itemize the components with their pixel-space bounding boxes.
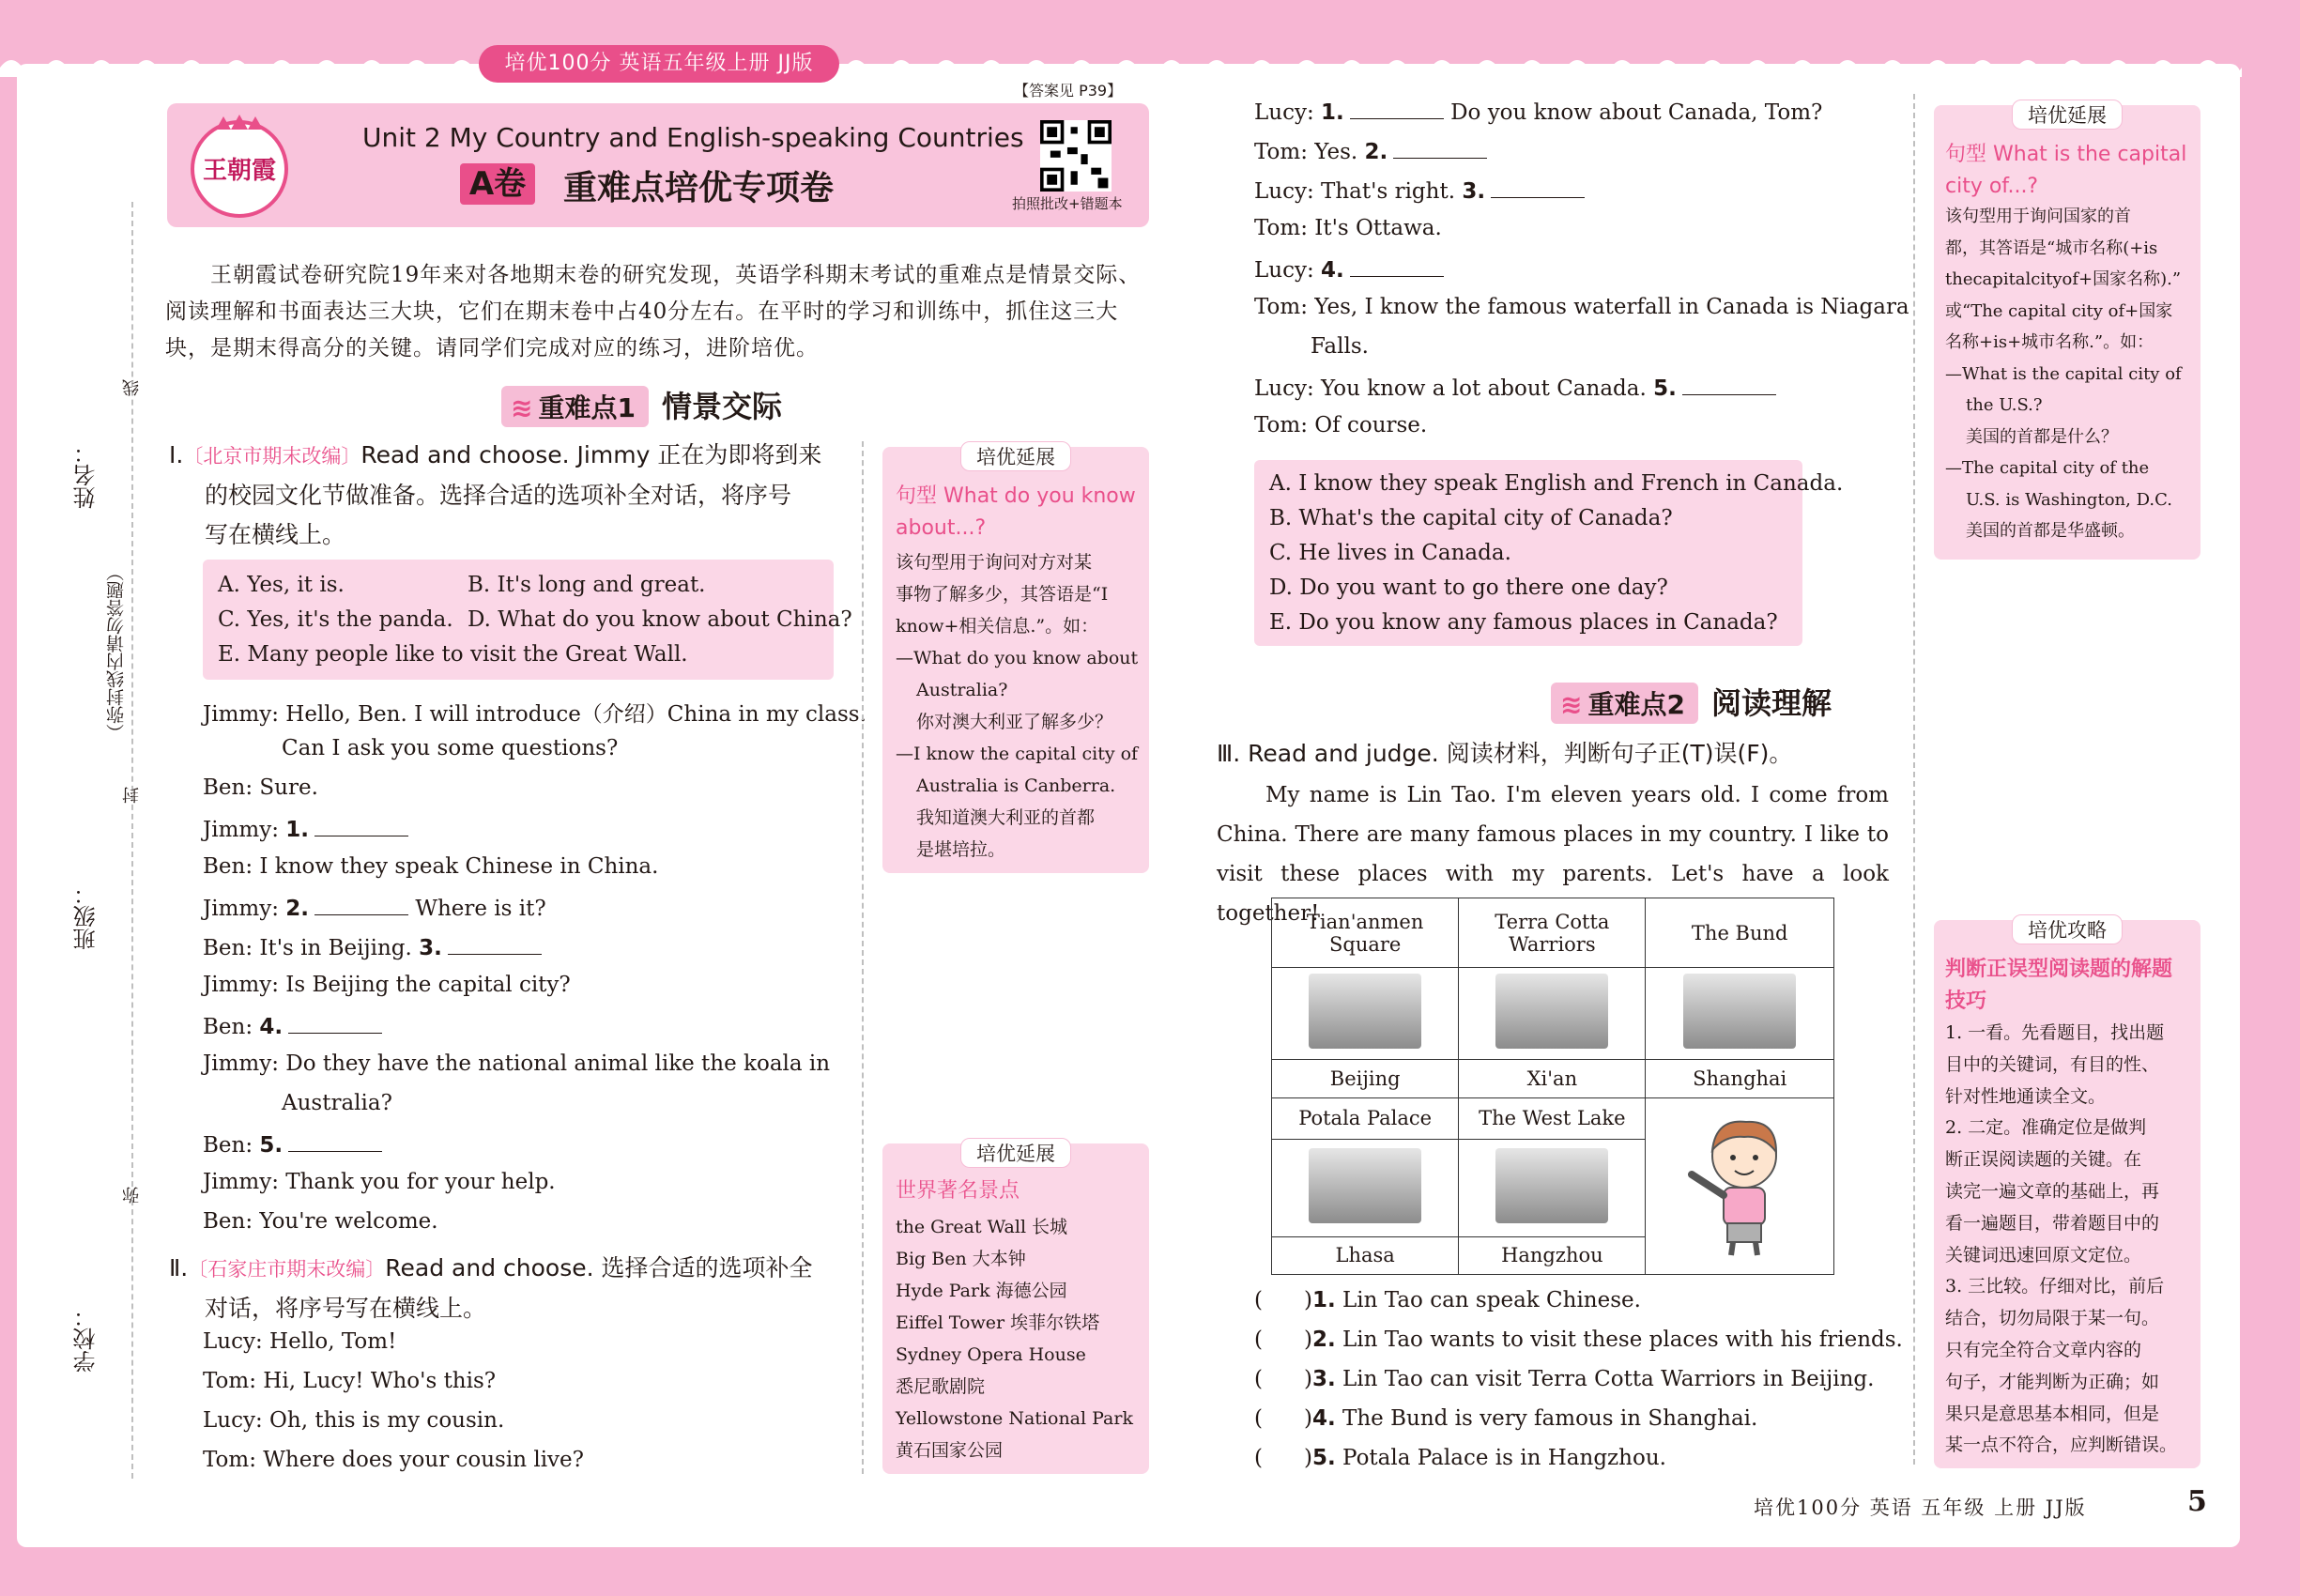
q1-option-d: D. What do you know about China?	[468, 607, 852, 632]
dialogue-line: Lucy: 4.	[1254, 255, 1444, 283]
answer-blank[interactable]	[1350, 255, 1444, 277]
column-divider	[1913, 94, 1915, 1465]
seal-mark-mi: 弥	[122, 1187, 142, 1204]
terracotta-photo-icon	[1495, 974, 1608, 1049]
section1-heading: ≋ 重难点1 情景交际	[501, 383, 782, 427]
q2-option-c: C. He lives in Canada.	[1269, 541, 1511, 565]
place-name: Potala Palace	[1272, 1097, 1459, 1139]
tip-box-text: the Great Wall 长城 Big Ben 大本钟 Hyde Park 海德公园 Eiffel Tower 埃菲尔铁塔 Sydney Opera House 悉尼歌剧院 Yellowstone National Park 黄石国家公园	[896, 1217, 1133, 1461]
judgment-item: ( )2. Lin Tao wants to visit these places with his friends.	[1254, 1327, 1903, 1352]
seal-mark-xian: 线	[122, 379, 142, 396]
judgment-item: ( )4. The Bund is very famous in Shanghai.	[1254, 1406, 1758, 1431]
section2-tag: 重难点2	[1587, 689, 1685, 720]
q1-option-c: C. Yes, it's the panda.	[218, 607, 453, 632]
q2-option-b: B. What's the capital city of Canada?	[1269, 506, 1673, 530]
dialogue-line: Jimmy: Is Beijing the capital city?	[203, 973, 571, 997]
dialogue-line: Ben: You're welcome.	[203, 1209, 438, 1234]
answer-blank[interactable]	[314, 815, 408, 836]
city-name: Lhasa	[1272, 1236, 1459, 1274]
school-label: 学校：	[73, 1305, 100, 1373]
dialogue-line: Falls.	[1311, 334, 1369, 359]
q2-option-d: D. Do you want to go there one day?	[1269, 575, 1668, 600]
dialogue-line: Tom: Of course.	[1254, 413, 1428, 437]
q2-option-e: E. Do you know any famous places in Canada?	[1269, 610, 1778, 635]
potala-photo-icon	[1309, 1148, 1421, 1223]
dialogue-line: Lucy: Oh, this is my cousin.	[203, 1408, 505, 1433]
place-name: The West Lake	[1459, 1097, 1646, 1139]
dialogue-line: Jimmy: Thank you for your help.	[203, 1170, 556, 1194]
answer-blank[interactable]	[314, 894, 408, 915]
city-name: Beijing	[1272, 1060, 1459, 1097]
qr-label: 拍照批改+错题本	[1012, 195, 1123, 212]
tiananmen-photo-icon	[1309, 974, 1421, 1049]
section2-heading: ≋ 重难点2 阅读理解	[1551, 680, 1832, 724]
place-name: The Bund	[1646, 898, 1834, 968]
westlake-photo-icon	[1495, 1148, 1608, 1223]
dialogue-line: Lucy: You know a lot about Canada. 5.	[1254, 374, 1776, 401]
judgment-item: ( )5. Potala Palace is in Hangzhou.	[1254, 1446, 1666, 1470]
tip-box-label: 培优攻略	[2012, 914, 2123, 944]
paper-tag: A卷	[460, 163, 535, 205]
dialogue-line: Ben: 4.	[203, 1012, 382, 1039]
unit-title: Unit 2 My Country and English-speaking Countries	[362, 122, 1024, 153]
boy-cartoon-icon	[1669, 1109, 1810, 1259]
dialogue-line: Jimmy: Do they have the national animal like the koala in	[203, 1051, 831, 1076]
class-label: 班级：	[73, 882, 100, 950]
tip-box-title: 世界著名景点	[896, 1179, 1020, 1203]
tip-box-title: 句型 What do you know about...?	[896, 484, 1136, 540]
name-label: 姓名：	[73, 441, 100, 509]
judgment-item: ( )3. Lin Tao can visit Terra Cotta Warriors in Beijing.	[1254, 1367, 1875, 1391]
seal-mark-feng: 封	[122, 787, 142, 804]
dialogue-line: Jimmy: 2. Where is it?	[203, 894, 546, 921]
q2-options-box	[1254, 460, 1844, 646]
tip-box-text: 1. 一看。先看题目，找出题 目中的关键词，有目的性、 针对性地通读全文。 2. 二定。准确定位是做判 断正误阅读题的关键。在 读完一遍文章的基础上，再 看一遍题目，带着题目中的 关键词迅速回原文定位。 3. 三比较。仔细对比，前后 结合，切勿局限于某一句。 只有完全符合文章内容的 句子，才能判断为正确；如 果只是意思基本相同，但是 某一点不符合，应判断错误。	[1945, 1022, 2178, 1456]
dialogue-line: Tom: Hi, Lucy! Who's this?	[203, 1369, 497, 1393]
answer-blank[interactable]	[1350, 98, 1444, 119]
dialogue-line: Ben: I know they speak Chinese in China.	[203, 854, 659, 879]
dialogue-line: Jimmy: Hello, Ben. I will introduce（介绍）China in my class.	[203, 702, 866, 727]
dialogue-line: Lucy: That's right. 3.	[1254, 176, 1585, 204]
q2-instruction: Ⅱ.〔石家庄市期末改编〕Read and choose. 选择合适的选项补全 对话，将序号写在横线上。	[169, 1254, 813, 1322]
answer-blank[interactable]	[1682, 374, 1776, 395]
q1-options-box	[203, 560, 852, 680]
tip-box-3	[1934, 105, 2200, 560]
answer-blank[interactable]	[288, 1130, 382, 1152]
section1-tag: 重难点1	[538, 392, 636, 423]
answer-blank[interactable]	[448, 933, 542, 955]
city-name: Shanghai	[1646, 1060, 1834, 1097]
answer-reference: 【答案见 P39】	[1014, 82, 1123, 100]
logo-text: 王朝霞	[202, 157, 277, 185]
tip-box-title: 句型 What is the capital city of...?	[1945, 143, 2187, 198]
tip-box-text: 该句型用于询问国家的首 都，其答语是“城市名称(+is thecapitalcityof+国家名称).” 或“The capital city of+国家 名称+is+城市名称.”。如： —What is the capital city of the U.S.? 美国的首都是什么？ —The capital city of the U.S. is Washington, D.C. 美国的首都是华盛顿。	[1945, 207, 2182, 541]
judgment-item: ( )1. Lin Tao can speak Chinese.	[1254, 1288, 1641, 1312]
tip-box-text: 该句型用于询问对方对某 事物了解多少，其答语是“I know+相关信息.”。如： —What do you know about Australia? 你对澳大利亚了解多少？ —I know the capital city of Australia is Canberra. 我知道澳大利亚的首都 是堪培拉。	[896, 552, 1139, 860]
reading-passage: My name is Lin Tao. I'm eleven years old. I come from China. There are many famous places in my country. I like to visit these places with my parents. Let's have a look together!	[1217, 783, 1889, 926]
q2-option-a: A. I know they speak English and French in Canada.	[1269, 471, 1844, 496]
page-number: 5	[2187, 1485, 2207, 1518]
dialogue-line: Ben: Sure.	[203, 775, 318, 800]
answer-blank[interactable]	[1393, 137, 1487, 159]
tip-box-4	[1934, 920, 2200, 1468]
city-name: Hangzhou	[1459, 1236, 1646, 1274]
intro-paragraph: 王朝霞试卷研究院19年来对各地期末卷的研究发现，英语学科期末考试的重难点是情景交际、阅读理解和书面表达三大块，它们在期末卷中占40分左右。在平时的学习和训练中，抓住这三大块，是期末得高分的关键。请同学们完成对应的练习，进阶培优。	[165, 263, 1142, 361]
tip-box-title: 判断正误型阅读题的解题 技巧	[1945, 958, 2173, 1013]
section2-name: 阅读理解	[1710, 685, 1832, 721]
city-name: Xi'an	[1459, 1060, 1646, 1097]
tip-box-2	[882, 1143, 1149, 1474]
answer-blank[interactable]	[288, 1012, 382, 1034]
dialogue-line: Australia?	[282, 1091, 392, 1115]
dialogue-line: Tom: It's Ottawa.	[1254, 216, 1442, 240]
brand-logo-icon	[178, 109, 300, 222]
tip-box-label: 培优延展	[960, 1138, 1071, 1168]
section1-name: 情景交际	[661, 389, 782, 424]
q1-option-e: E. Many people like to visit the Great Wall.	[218, 642, 688, 667]
place-name: Tian'anmen Square	[1272, 898, 1459, 968]
header-pill: 培优100分 英语五年级上册 JJ版	[479, 45, 839, 83]
dialogue-line: Jimmy: 1.	[203, 815, 408, 842]
dialogue-line: Tom: Yes. 2.	[1254, 137, 1487, 164]
place-name: Terra Cotta Warriors	[1459, 898, 1646, 968]
page-footer: 培优100分 英语 五年级 上册 JJ版	[1754, 1496, 2087, 1519]
dialogue-line: Tom: Where does your cousin live?	[203, 1448, 584, 1472]
paper-title: 重难点培优专项卷	[563, 169, 835, 207]
bund-photo-icon	[1683, 974, 1796, 1049]
dialogue-line: Ben: 5.	[203, 1130, 382, 1158]
answer-blank[interactable]	[1491, 176, 1585, 198]
dialogue-line: Lucy: 1. Do you know about Canada, Tom?	[1254, 98, 1822, 125]
tip-box-label: 培优延展	[960, 441, 1071, 471]
seal-note: （弥封线内请勿答题）	[106, 563, 127, 742]
tip-box-label: 培优延展	[2012, 100, 2123, 130]
q1-option-b: B. It's long and great.	[468, 573, 706, 597]
qr-code-icon[interactable]	[1040, 120, 1112, 192]
dialogue-line: Tom: Yes, I know the famous waterfall in Canada is Niagara	[1254, 295, 1909, 319]
column-divider	[862, 441, 864, 1474]
q1-instruction: Ⅰ.〔北京市期末改编〕Read and choose. Jimmy 正在为即将到来 的校园文化节做准备。选择合适的选项补全对话，将序号 写在横线上。	[169, 441, 822, 548]
dialogue-line: Can I ask you some questions?	[282, 736, 619, 760]
q3-instruction: Ⅲ. Read and judge. 阅读材料，判断句子正(T)误(F)。	[1217, 740, 1793, 767]
places-table	[1271, 898, 1834, 1275]
dialogue-line: Ben: It's in Beijing. 3.	[203, 933, 542, 960]
dialogue-line: Lucy: Hello, Tom!	[203, 1329, 397, 1354]
q1-option-a: A. Yes, it is.	[218, 573, 345, 597]
tip-box-1	[882, 447, 1149, 873]
